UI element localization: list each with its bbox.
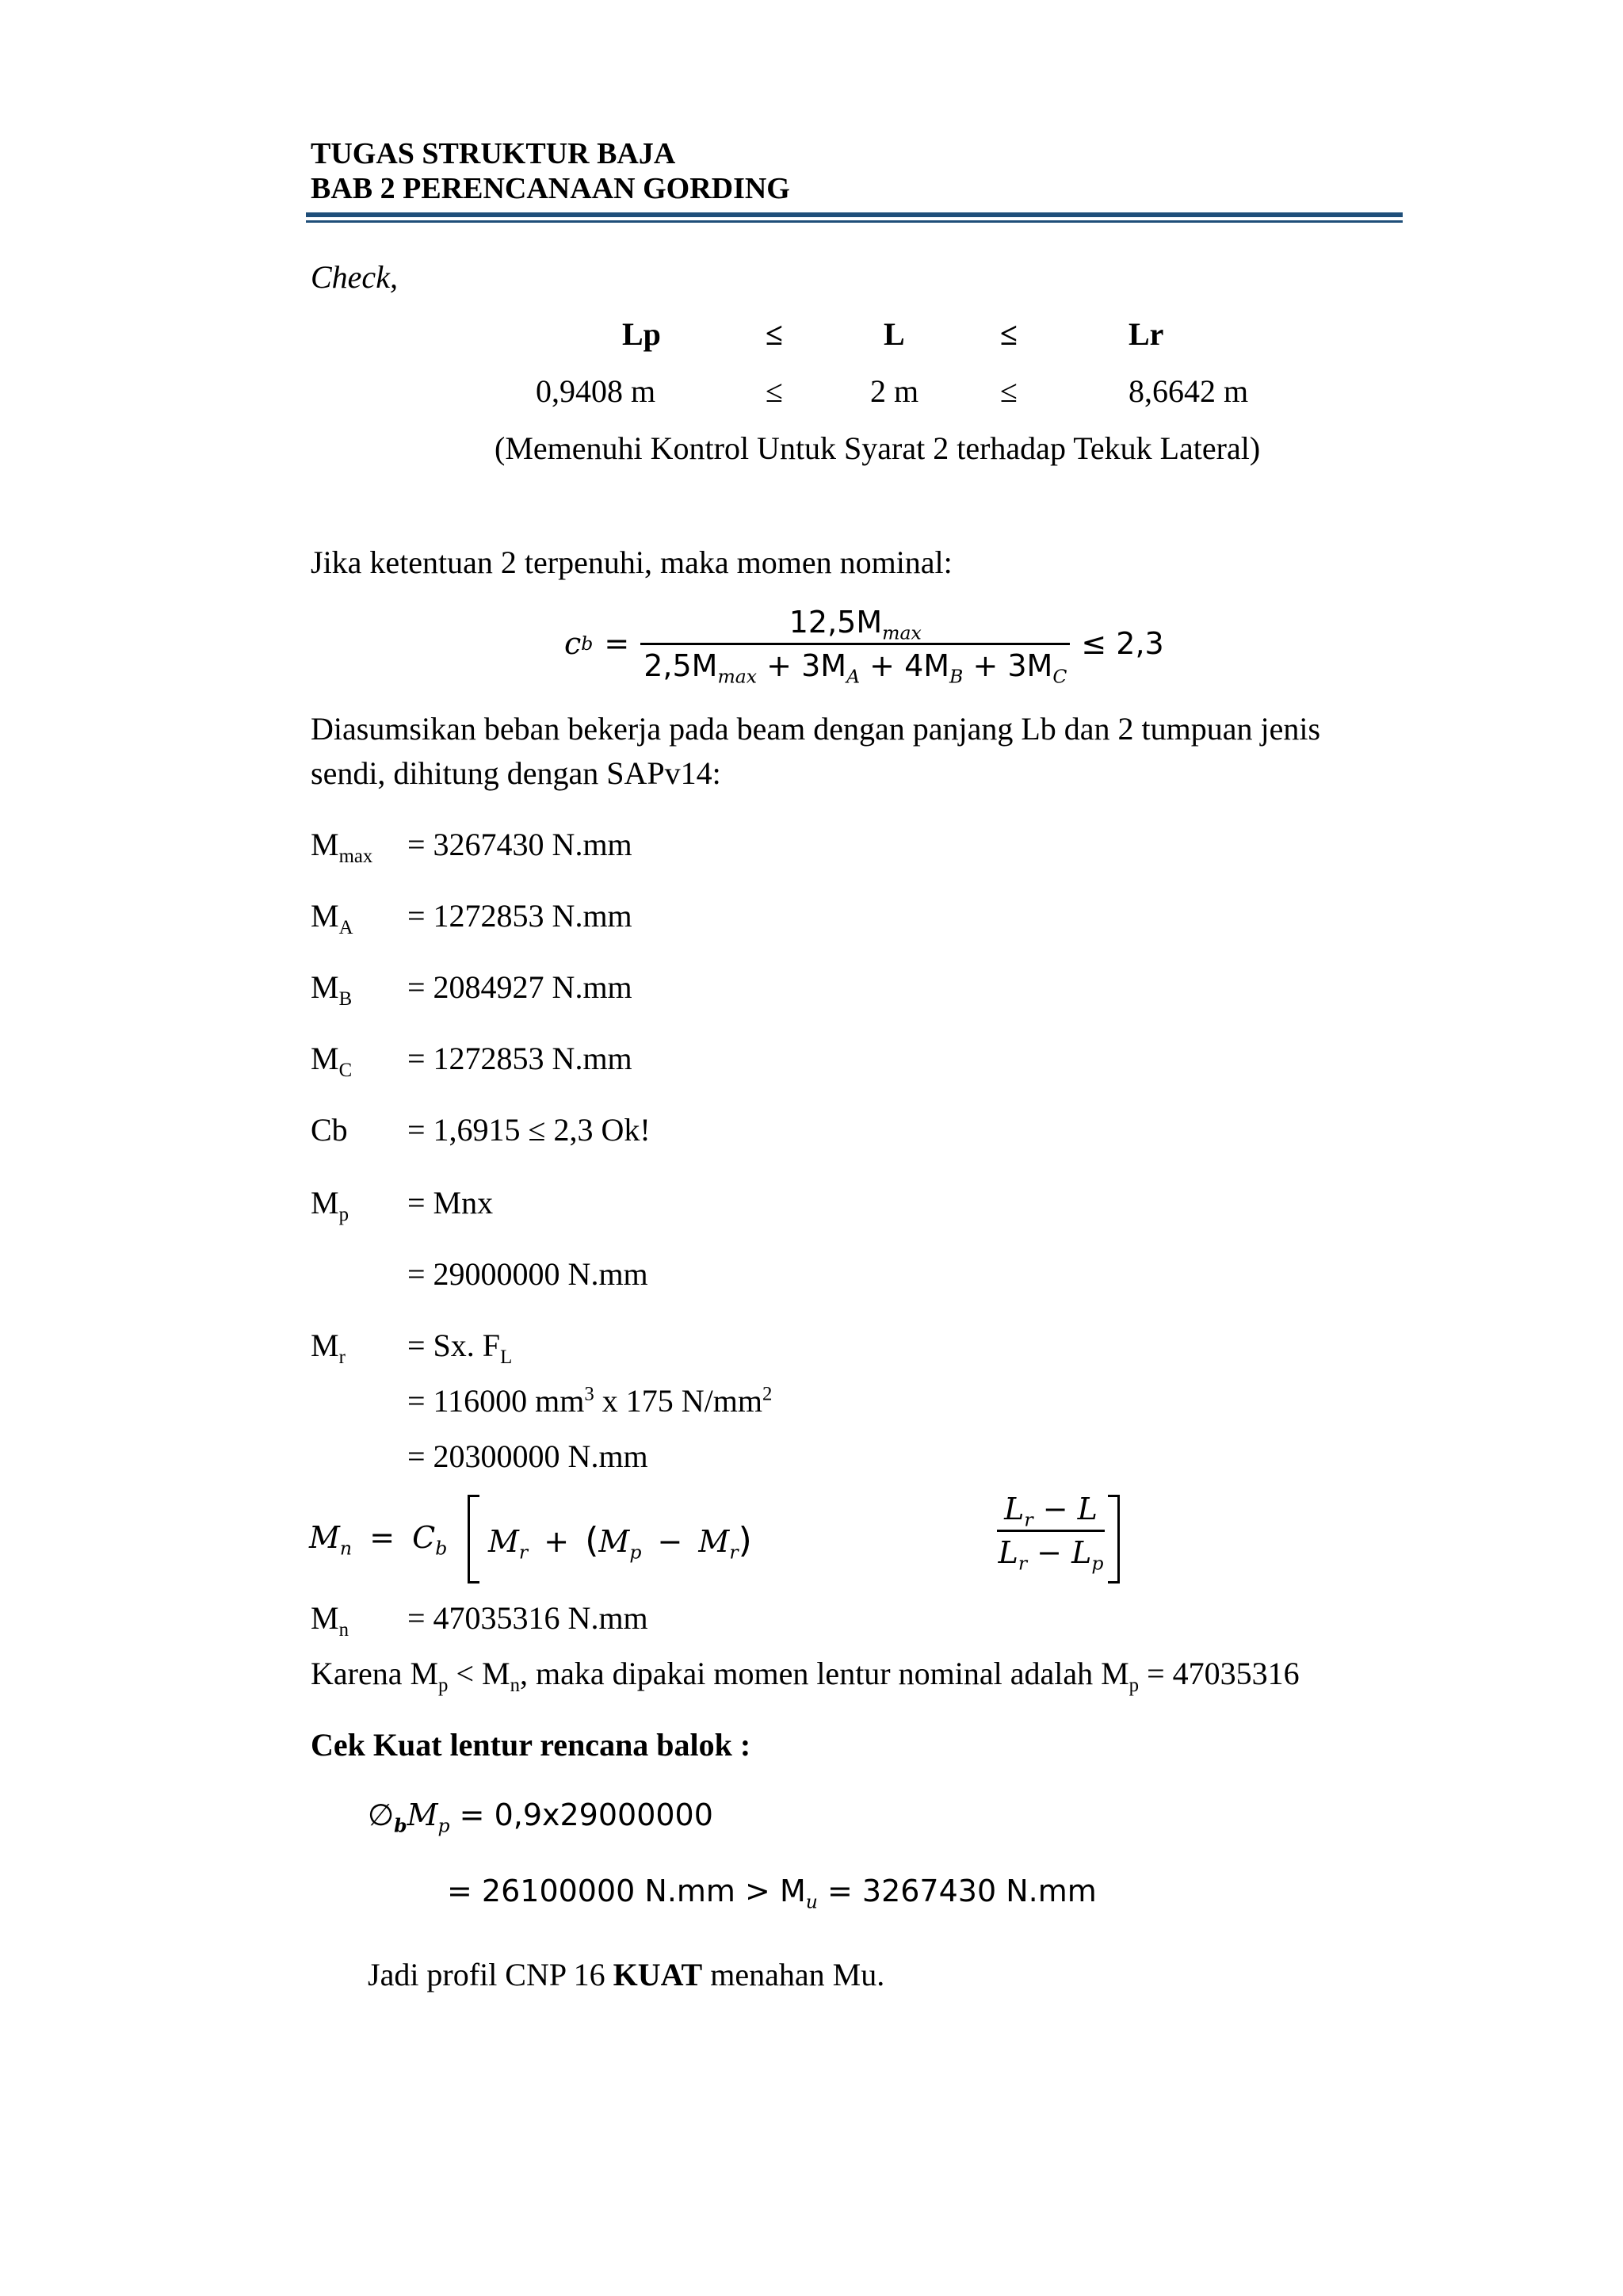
check-header-lp: Lp bbox=[622, 316, 661, 352]
cb-formula: c b = $\frac{12,5M_{max}}{2,5M_{max} + 3M_A + 4M_B + 3M_C}$ ≤ 2,3 bbox=[564, 604, 1164, 688]
intro-text: Jika ketentuan 2 terpenuhi, maka momen nominal: bbox=[311, 544, 953, 580]
ma-value: = 1272853 N.mm bbox=[407, 898, 632, 934]
ma-symbol: $M_A$ bbox=[311, 898, 353, 938]
mn-bracket-right bbox=[1108, 1495, 1120, 1584]
check-note: (Memenuhi Kontrol Untuk Syarat 2 terhadap Tekuk Lateral) bbox=[495, 430, 1261, 466]
check-header-l: L bbox=[884, 316, 905, 352]
cb-symbol: Cb bbox=[311, 1112, 348, 1148]
mc-value: = 1272853 N.mm bbox=[407, 1041, 632, 1076]
mb-symbol: $M_B$ bbox=[311, 969, 353, 1010]
cb-numerator: $12,5M_{max}$ bbox=[789, 604, 922, 644]
mb-value: = 2084927 N.mm bbox=[407, 969, 632, 1005]
mr-value-c: = 20300000 N.mm bbox=[407, 1438, 648, 1474]
mn-fraction: $L_r - L$ $L_r - L_p$ bbox=[998, 1492, 1104, 1575]
mn-value: = 47035316 N.mm bbox=[407, 1600, 648, 1636]
check-header-le2: ≤ bbox=[1000, 316, 1018, 352]
mn-bracket-left bbox=[468, 1495, 479, 1584]
cb-lhs: c bbox=[564, 626, 582, 661]
check-header-lr: Lr bbox=[1128, 316, 1164, 352]
conclusion-text: Jadi profil CNP 16 KUAT menahan Mu. bbox=[368, 1957, 885, 1992]
mn-symbol: $M_n$ bbox=[311, 1600, 349, 1641]
mp-value-2: = 29000000 N.mm bbox=[407, 1256, 648, 1292]
header-subtitle: BAB 2 PERENCANAAN GORDING bbox=[311, 172, 790, 205]
mr-value-b: = 116000 $mm^3$ x 175 $N/mm^2$ bbox=[407, 1383, 773, 1419]
assume-line1: Diasumsikan beban bekerja pada beam dengan panjang Lb dan 2 tumpuan jenis bbox=[311, 711, 1321, 747]
mmax-value: = 3267430 N.mm bbox=[407, 827, 632, 862]
header-rule-thick bbox=[306, 212, 1403, 217]
check-label: Check, bbox=[311, 259, 398, 295]
cb-fraction bbox=[640, 604, 1070, 688]
mc-symbol: $M_C$ bbox=[311, 1041, 353, 1081]
cek-heading: Cek Kuat lentur rencana balok : bbox=[311, 1727, 751, 1763]
check-header-le1: ≤ bbox=[766, 316, 783, 352]
check-value-le1: ≤ bbox=[766, 373, 783, 409]
header-title: TUGAS STRUKTUR BAJA bbox=[311, 137, 676, 170]
mp-symbol: $M_p$ bbox=[311, 1185, 349, 1225]
karena-text: Karena $M_p < M_n$, maka dipakai momen lentur nominal adalah $M_p = 47035316$ bbox=[311, 1656, 1300, 1696]
mr-symbol: $M_r$ bbox=[311, 1328, 346, 1368]
assume-line2: sendi, dihitung dengan SAPv14: bbox=[311, 755, 721, 791]
mp-value: = Mnx bbox=[407, 1185, 494, 1221]
cb-denominator: $2,5M_{max} + 3M_A + 4M_B + 3M_C$ bbox=[640, 643, 1070, 683]
cb-eq: = bbox=[604, 626, 630, 661]
check-value-lp: 0,9408 m bbox=[536, 373, 656, 409]
document-page: TUGAS STRUKTUR BAJA BAB 2 PERENCANAAN GORDING Check, Lp ≤ L ≤ Lr 0,9408 m ≤ 2 m ≤ 8,6642 m (Memenuhi Kontrol Untuk Syarat 2 terhadap Tekuk Lateral) Jika ketentuan 2 terpenuhi, maka momen nominal: c b = $\frac{12,5M_{max}}{2,5M_{max} + 3M_A + 4M_B + 3M_C}$ ≤ 2,3 Diasumsikan beban bekerja pada beam dengan panjang Lb dan 2 tumpuan jenis sendi, dihitung dengan SAPv14: $M_{max}$ = 3267430 N.mm $M_A$ = 1272853 N.mm $M_B$ = 2084927 N.mm $M_C$ = 1272853 N.mm Cb = 1,6915 ≤ 2,3 Ok! $M_p$ = Mnx = 29000000 N.mm $M_r$ = Sx. $F_L$ = 116000 $mm^3$ x 175 $N/mm^2$ = 20300000 N.mm $M_n = C_b$ $M_r + (M_p - M_r)$ $L_r - L$ $L_r - L_p$ $M_n$ = 47035316 N.mm Karena $M_p < M_n$, maka dipakai momen lentur nominal adalah $M_p = 47035316$ Cek Kuat lentur rencana balok : $\emptyset_bM_p = 0,9x29000000$ = 26100000 $N.mm > M_u = 3267430$ N.mm Jadi profil CNP 16 KUAT menahan Mu. bbox=[0, 0, 1623, 2296]
cb-rhs: ≤ 2,3 bbox=[1081, 626, 1164, 661]
phi-line-2: = 26100000 $N.mm > M_u = 3267430$ N.mm bbox=[447, 1874, 1097, 1913]
phi-line-1: $\emptyset_bM_p = 0,9x29000000$ bbox=[368, 1797, 713, 1837]
check-value-l: 2 m bbox=[870, 373, 919, 409]
mr-value-a: = Sx. $F_L$ bbox=[407, 1328, 513, 1368]
header-rule-thin bbox=[306, 220, 1403, 223]
cb-value: = 1,6915 ≤ 2,3 Ok! bbox=[407, 1112, 651, 1148]
mmax-symbol: $M_{max}$ bbox=[311, 827, 373, 867]
check-value-lr: 8,6642 m bbox=[1128, 373, 1249, 409]
check-value-le2: ≤ bbox=[1000, 373, 1018, 409]
